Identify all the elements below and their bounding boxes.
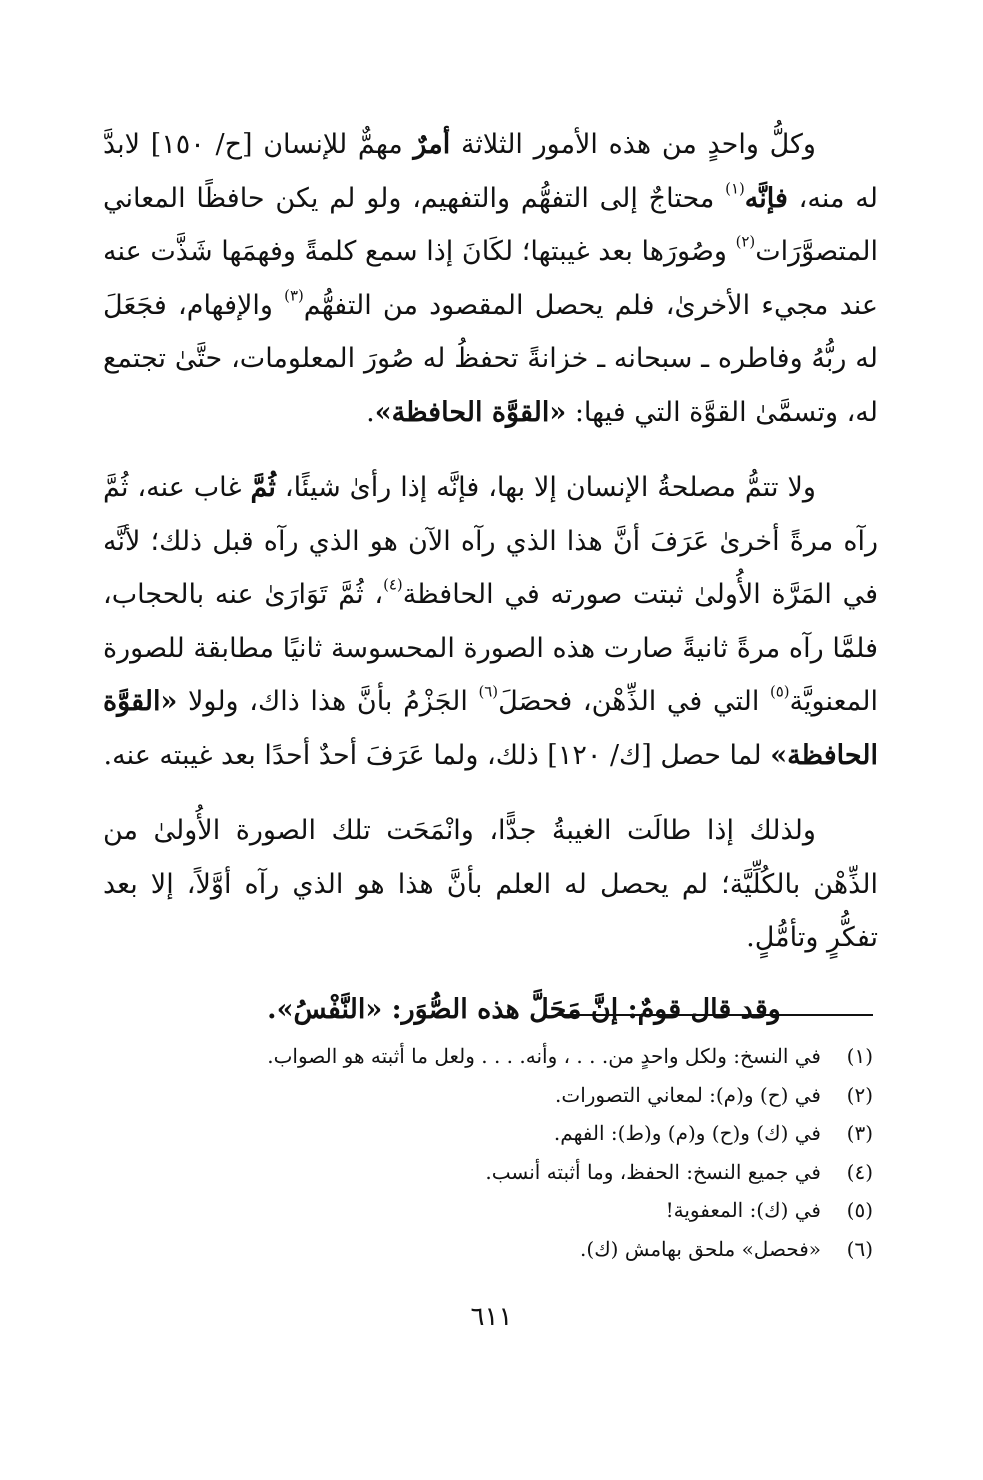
text-run: ثُمَّ — [250, 472, 276, 503]
text-run: فإنَّه — [744, 182, 788, 214]
footnote-text: في جميع النسخ: الحفظ، وما أثبته أنسب. — [485, 1159, 821, 1184]
main-text — [103, 118, 878, 1036]
footnote-ref: (٥) — [769, 682, 790, 701]
footnote-number: (٥) — [846, 1198, 873, 1223]
page-number: ٦١١ — [470, 1302, 513, 1332]
footnote-3 — [113, 1114, 873, 1153]
footnote-2 — [113, 1076, 873, 1115]
footnote-number: (٦) — [846, 1236, 873, 1261]
footnote-ref: (١) — [725, 179, 745, 198]
text-run: ولا تتمُّ مصلحةُ الإنسان إلا بها، فإنَّه إذا رأىٰ شيئًا، — [275, 472, 816, 503]
footnote-1 — [113, 1037, 873, 1076]
text-run: ولذلك إذا طالَت الغيبةُ جدًّا، وانْمَحَت تلك الصورة الأُولىٰ من الذِّهْن بالكُلِّيَّة؛ لم يحصل له العلم بأنَّ هذا هو الذي رآه أوَّلاً، إلا بعد تفكُّرٍ وتأمُّلٍ. — [103, 815, 878, 953]
text-run: أمرٌ — [413, 129, 451, 160]
footnote-ref: (٤) — [383, 575, 403, 594]
footnote-text: في (ك) و(ح) و(م) و(ط): الفهم. — [553, 1121, 821, 1146]
text-run: الجَزْمُ بأنَّ هذا ذاك، ولولا — [177, 686, 479, 717]
footnote-ref: (٢) — [735, 232, 756, 251]
text-run: ، ثُمَّ تَوَارَىٰ عنه بالحجاب، فلمَّا رآه مرةً ثانيةً صارت هذه الصورة المحسوسة ثانيًا مطابقة للصورة المعنويَّة — [103, 579, 878, 717]
footnote-number: (٤) — [846, 1159, 873, 1184]
text-run: محتاجٌ إلى التفهُّم والتفهيم، ولو لم يكن حافظًا المعاني المتصوَّرَات — [103, 182, 878, 267]
text-run: غاب عنه، ثُمَّ رآه مرةً أخرىٰ عَرَفَ أنَّ هذا الذي رآه الآن هو الذي رآه قبل ذلك؛ لأنَّه في المَرَّة الأُولىٰ ثبتت صورته في الحافظة — [103, 472, 878, 610]
text-run: . — [366, 396, 375, 428]
paragraph-1 — [103, 118, 878, 439]
footnote-6 — [113, 1230, 873, 1269]
footnote-number: (١) — [846, 1044, 873, 1068]
text-run: وكلُّ واحدٍ من هذه الأمور الثلاثة — [450, 129, 816, 160]
footnote-text: «فحصل» ملحق بهامش (ك). — [580, 1236, 821, 1261]
paragraph-4 — [103, 983, 878, 1037]
text-run: «القوَّة الحافظة» — [103, 686, 878, 771]
text-run: لما حصل [ك/ ١٢٠] ذلك، ولما عَرَفَ أحدٌ أحدًا بعد غيبته عنه. — [103, 739, 771, 771]
text-run: «القوَّة الحافظة» — [374, 396, 567, 428]
footnote-4 — [113, 1153, 873, 1192]
footnote-number: (٢) — [846, 1082, 873, 1107]
footnote-ref: (٦) — [478, 682, 499, 701]
text-run: وقد قال قومٌ: إنَّ مَحَلَّ هذه الصُّوَر: «النَّفْسُ». — [267, 993, 781, 1025]
paragraph-3 — [103, 804, 878, 965]
footnote-separator — [555, 1014, 873, 1016]
footnote-text: في (ك): المعفوية! — [665, 1198, 821, 1223]
footnote-text: في (ح) و(م): لمعاني التصورات. — [555, 1082, 821, 1107]
text-run: مهمٌّ للإنسان [ح/ ١٥٠] لابدَّ له منه، — [103, 129, 878, 214]
footnote-text: في النسخ: ولكل واحدٍ من. . . ، وأنه. . . . ولعل ما أثبته هو الصواب. — [267, 1044, 821, 1068]
footnotes-list — [113, 1037, 873, 1269]
text-run: وصُورَها بعد غيبتها؛ لكَانَ إذا سمع كلمةً وفهمَها شَذَّت عنه عند مجيء الأخرىٰ، فلم يحصل المقصود من التفهُّم — [103, 236, 879, 321]
text-run: والإفهام، فجَعَلَ له ربُّهُ وفاطره ـ سبحانه ـ خزانةً تحفظُ له صُورَ المعلومات، حتَّىٰ تجتمع له، وتسمَّىٰ القوَّة التي فيها: — [103, 289, 878, 428]
text-run: التي في الذِّهْن، فحصَلَ — [498, 686, 770, 717]
paragraph-2 — [103, 461, 878, 782]
footnote-5 — [113, 1191, 873, 1230]
footnote-ref: (٣) — [284, 286, 304, 305]
footnote-number: (٣) — [846, 1121, 873, 1146]
